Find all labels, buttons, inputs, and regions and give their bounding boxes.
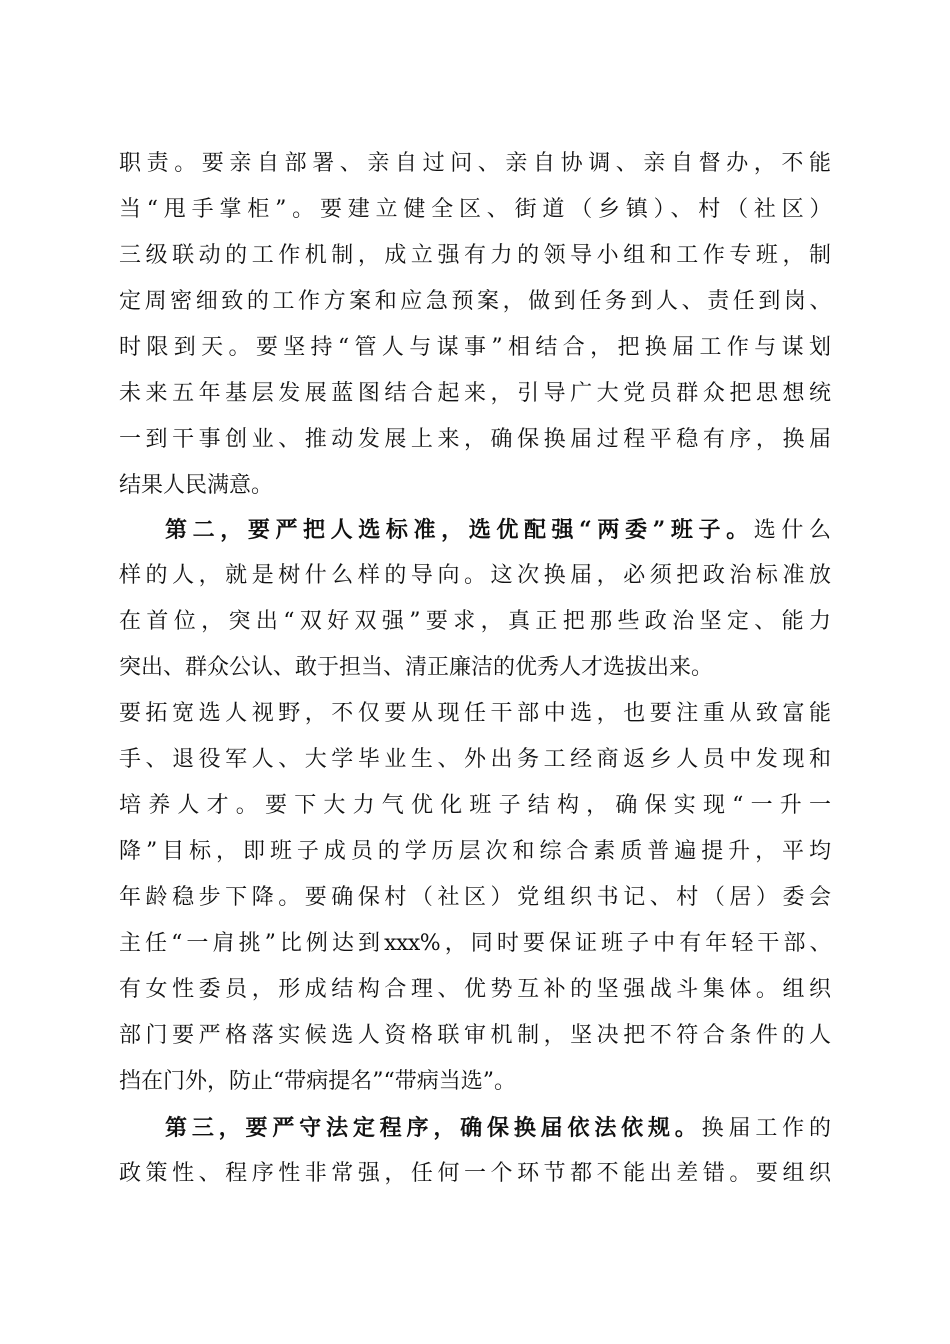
text-line: 三级联动的工作机制，成立强有力的领导小组和工作专班，制 (119, 243, 831, 268)
text-line: 未来五年基层发展蓝图结合起来，引导广大党员群众把思想统 (119, 381, 831, 406)
text-line: 时限到天。要坚持“管人与谋事”相结合，把换届工作与谋划 (119, 335, 831, 360)
text-run: 换届工作的 (701, 1116, 831, 1141)
text-line: 部门要严格落实候选人资格联审机制，坚决把不符合条件的人 (119, 1023, 831, 1048)
section-heading: 第二，要严把人选标准，选优配强“两委”班子。 (165, 517, 754, 543)
text-line: 突出、群众公认、敢于担当、清正廉洁的优秀人才选拔出来。 (119, 655, 714, 680)
text-line: 一到干事创业、推动发展上来，确保换届过程平稳有序，换届 (119, 427, 831, 452)
text-line: 培养人才。要下大力气优化班子结构，确保实现“一升一 (119, 793, 831, 818)
text-line: 有女性委员，形成结构合理、优势互补的坚强战斗集体。组织 (119, 977, 831, 1002)
text-line: 职责。要亲自部署、亲自过问、亲自协调、亲自督办，不能 (119, 151, 831, 176)
paragraph-heading-line (165, 510, 831, 550)
text-line: 在首位，突出“双好双强”要求，真正把那些政治坚定、能力 (119, 609, 831, 634)
text-line: 要拓宽选人视野，不仅要从现任干部中选，也要注重从致富能 (119, 701, 831, 726)
paragraph-heading-line (165, 1108, 831, 1148)
section-heading: 第三，要严守法定程序，确保换届依法依规。 (165, 1115, 702, 1141)
text-line: 结果人民满意。 (119, 473, 274, 498)
text-line: 降”目标，即班子成员的学历层次和综合素质普遍提升，平均 (119, 839, 831, 864)
text-line: 手、退役军人、大学毕业生、外出务工经商返乡人员中发现和 (119, 747, 831, 772)
text-line: 当“甩手掌柜”。要建立健全区、街道（乡镇）、村（社区） (119, 197, 831, 222)
text-line: 年龄稳步下降。要确保村（社区）党组织书记、村（居）委会 (119, 885, 831, 910)
text-run: 选什么 (753, 518, 831, 543)
text-line: 政策性、程序性非常强，任何一个环节都不能出差错。要组织 (119, 1161, 831, 1186)
text-line: 定周密细致的工作方案和应急预案，做到任务到人、责任到岗、 (119, 289, 831, 314)
text-line: 样的人，就是树什么样的导向。这次换届，必须把政治标准放 (119, 563, 831, 588)
text-line: 挡在门外，防止“带病提名”“带病当选”。 (119, 1069, 516, 1094)
text-line: 主任“一肩挑”比例达到xxx%，同时要保证班子中有年轻干部、 (119, 931, 831, 956)
